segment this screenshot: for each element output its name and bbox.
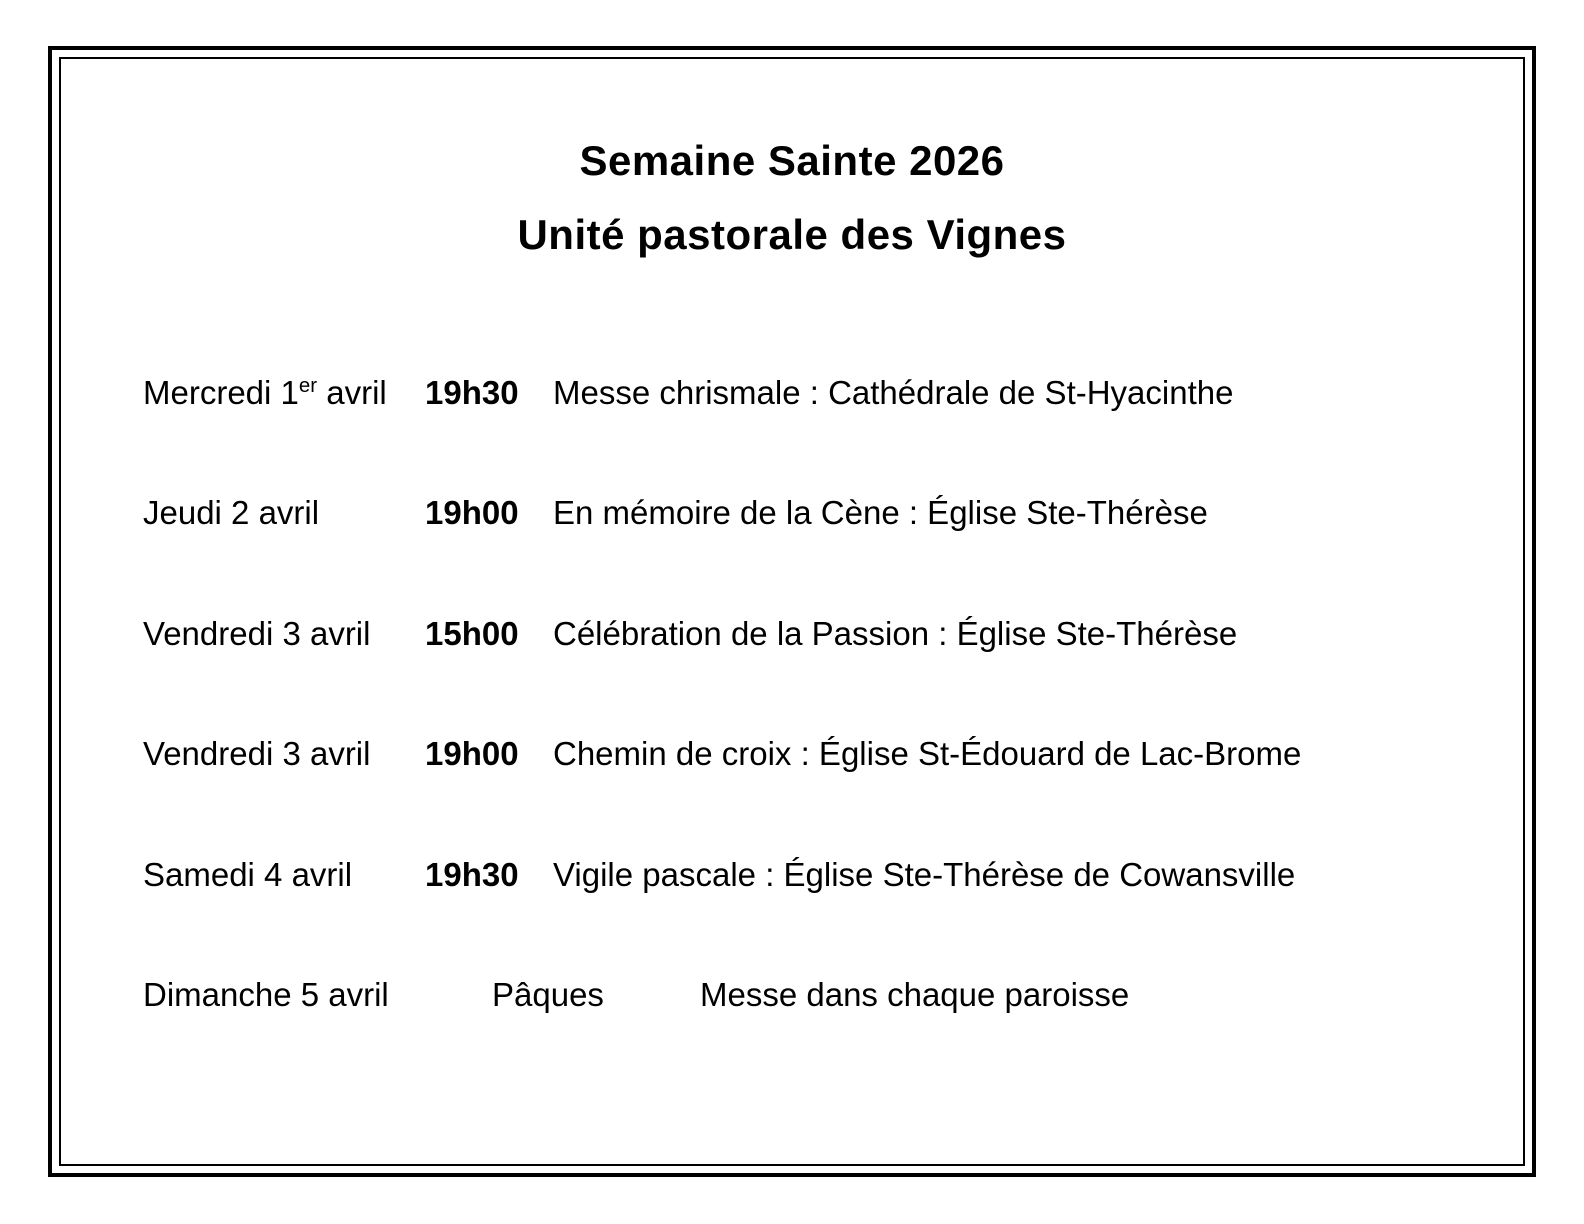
schedule-event: En mémoire de la Cène : Église Ste-Thérèse: [553, 494, 1208, 531]
schedule-row: [143, 491, 1503, 535]
page-inner-border: [59, 57, 1525, 1166]
schedule-day-text: Dimanche 5 avril: [143, 976, 389, 1013]
schedule-day-text: Samedi 4 avril: [143, 856, 353, 893]
schedule-day-text: Vendredi 3 avril: [143, 735, 371, 772]
schedule-day-superscript: er: [298, 374, 318, 397]
schedule-event: Messe dans chaque paroisse: [700, 976, 1130, 1013]
schedule-row: [143, 853, 1503, 897]
schedule-row: [143, 732, 1503, 776]
schedule-day: [143, 853, 425, 897]
schedule-time: 19h00: [425, 494, 519, 531]
schedule-event: Célébration de la Passion : Église Ste-Thérèse: [553, 615, 1238, 652]
title-line-2: Unité pastorale des Vignes: [517, 211, 1067, 258]
schedule-day: [143, 973, 492, 1017]
schedule-row: [143, 973, 1503, 1017]
schedule-event: Messe chrismale : Cathédrale de St-Hyacinthe: [553, 374, 1234, 411]
schedule-event: Vigile pascale : Église Ste-Thérèse de Cowansville: [553, 856, 1296, 893]
schedule-time: 15h00: [425, 615, 519, 652]
schedule-day: [143, 371, 425, 415]
schedule-time: 19h00: [425, 735, 519, 772]
schedule-day-text: Jeudi 2 avril: [143, 494, 320, 531]
schedule-day-text: Mercredi 1: [143, 374, 299, 411]
schedule-time: 19h30: [425, 856, 519, 893]
schedule-event: Chemin de croix : Église St-Édouard de Lac-Brome: [553, 735, 1302, 772]
schedule-row: [143, 612, 1503, 656]
schedule-time: 19h30: [425, 374, 519, 411]
document-content: [61, 59, 1523, 1164]
schedule-row: [143, 371, 1503, 415]
schedule-day: [143, 612, 425, 656]
schedule-time: Pâques: [492, 976, 604, 1013]
title-line-1: Semaine Sainte 2026: [579, 137, 1005, 184]
schedule-day: [143, 732, 425, 776]
schedule-day: [143, 491, 425, 535]
schedule-day-rest: avril: [317, 374, 387, 411]
page-outer-border: [48, 46, 1536, 1177]
schedule-day-text: Vendredi 3 avril: [143, 615, 371, 652]
document-title: [61, 137, 1523, 259]
